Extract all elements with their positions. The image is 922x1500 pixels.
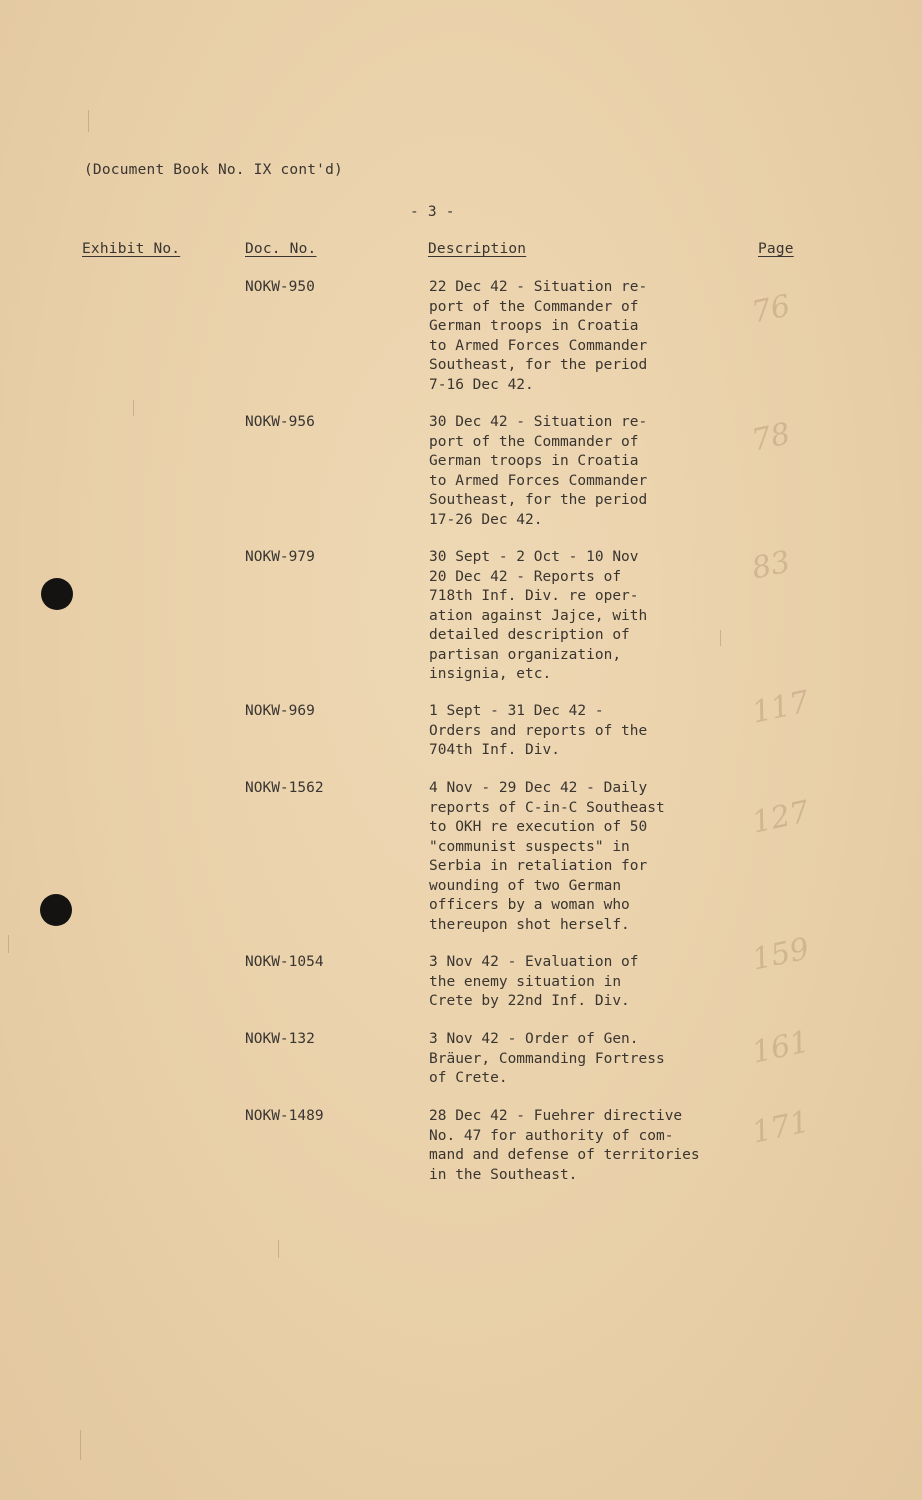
document-book-header: (Document Book No. IX cont'd)	[84, 162, 343, 178]
paper-mark	[720, 630, 721, 646]
entry-doc-no: NOKW-969	[245, 703, 315, 719]
entry-description: 3 Nov 42 - Order of Gen. Bräuer, Commanding Fortress of Crete.	[429, 1031, 665, 1086]
entry-page-handwritten: 78	[748, 416, 794, 459]
entry-description: 28 Dec 42 - Fuehrer directive No. 47 for authority of com- mand and defense of territories in the Southeast.	[429, 1108, 700, 1183]
column-header-exhibit: Exhibit No.	[82, 241, 181, 257]
column-header-page: Page	[758, 241, 794, 257]
paper-mark	[278, 1240, 279, 1258]
entry-description: 30 Sept - 2 Oct - 10 Nov 20 Dec 42 - Reports of 718th Inf. Div. re oper- ation against Jajce, with detailed description of partisan organization, insignia, etc.	[429, 549, 648, 682]
entry-doc-no: NOKW-1054	[245, 954, 324, 970]
entry-description: 30 Dec 42 - Situation re- port of the Commander of German troops in Croatia to Armed Forces Commander Southeast, for the period 17-26 Dec 42.	[429, 414, 648, 528]
entry-doc-no: NOKW-979	[245, 549, 315, 565]
paper-mark	[80, 1430, 81, 1460]
entry-page-handwritten: 83	[748, 544, 794, 587]
paper-mark	[8, 935, 9, 953]
entry-page-handwritten: 117	[748, 684, 813, 731]
entry-doc-no: NOKW-956	[245, 414, 315, 430]
entry-doc-no: NOKW-132	[245, 1031, 315, 1047]
entry-page-handwritten: 76	[748, 288, 794, 331]
paper-mark	[133, 400, 134, 416]
paper-mark	[88, 110, 89, 132]
entry-page-handwritten: 161	[748, 1024, 813, 1071]
entry-page-handwritten: 159	[748, 931, 813, 978]
column-header-description: Description	[428, 241, 527, 257]
column-header-doc-no: Doc. No.	[245, 241, 317, 257]
entry-doc-no: NOKW-1562	[245, 780, 324, 796]
entry-doc-no: NOKW-950	[245, 279, 315, 295]
entry-description: 22 Dec 42 - Situation re- port of the Commander of German troops in Croatia to Armed Forces Commander Southeast, for the period 7-16 Dec 42.	[429, 279, 648, 393]
entry-description: 3 Nov 42 - Evaluation of the enemy situation in Crete by 22nd Inf. Div.	[429, 954, 639, 1009]
page-number: - 3 -	[410, 204, 455, 220]
binder-hole	[41, 578, 73, 610]
entry-page-handwritten: 171	[748, 1104, 813, 1151]
entry-description: 1 Sept - 31 Dec 42 - Orders and reports of the 704th Inf. Div.	[429, 703, 648, 758]
entry-description: 4 Nov - 29 Dec 42 - Daily reports of C-in-C Southeast to OKH re execution of 50 "communist suspects" in Serbia in retaliation for wounding of two German officers by a woman who thereupon shot herself.	[429, 780, 665, 933]
entry-page-handwritten: 127	[748, 794, 813, 841]
entry-doc-no: NOKW-1489	[245, 1108, 324, 1124]
binder-hole	[40, 894, 72, 926]
